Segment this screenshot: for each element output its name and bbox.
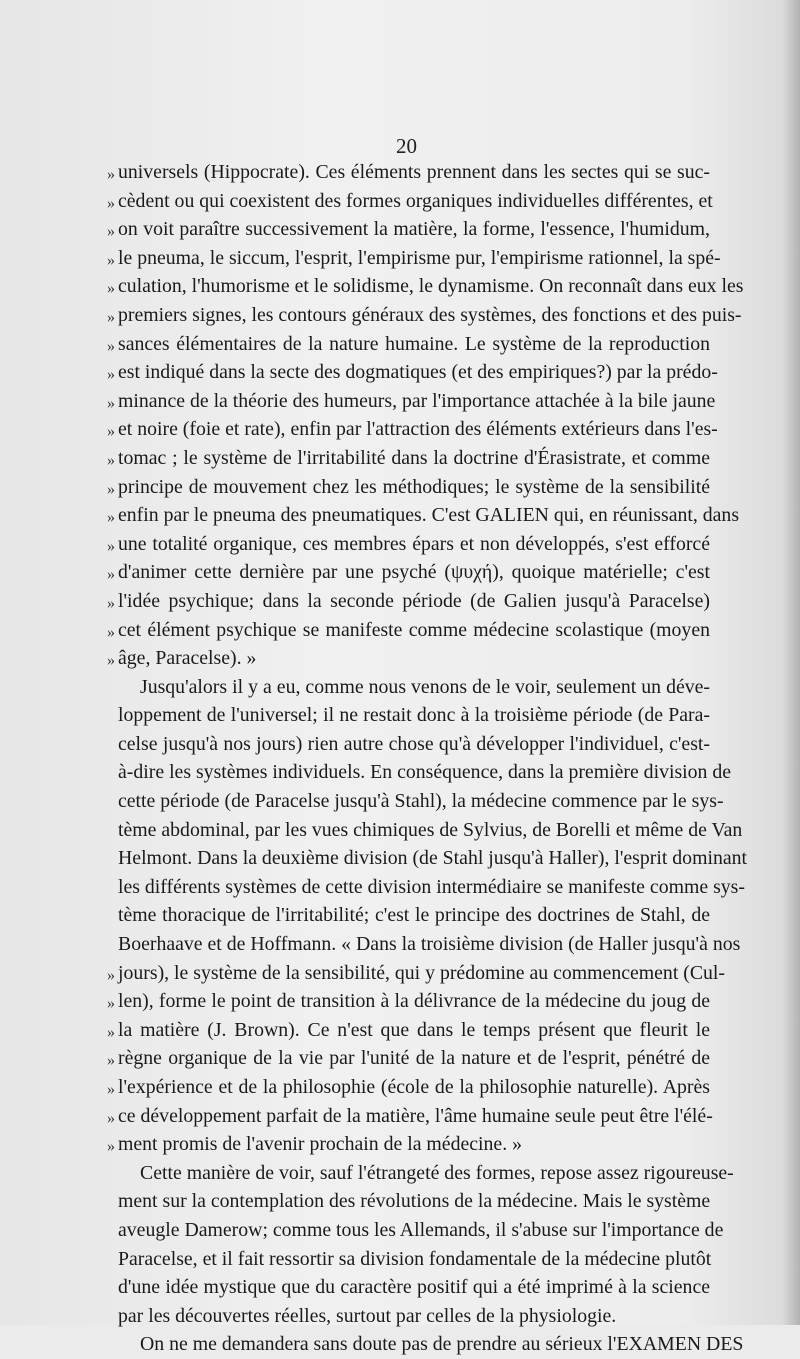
quote-mark: »	[107, 251, 115, 269]
line-text: enfin par le pneuma des pneumatiques. C'est GALIEN qui, en réunissant, dans	[118, 504, 740, 527]
text-line	[118, 873, 745, 902]
line-text: âge, Paracelse). »	[118, 647, 257, 670]
text-line	[118, 758, 732, 787]
line-text: minance de la théorie des humeurs, par l'importance attachée à la bile jaune	[118, 389, 716, 412]
text-line	[118, 1216, 724, 1245]
line-text: On ne me demandera sans doute pas de prendre au sérieux l'EXAMEN DES	[140, 1333, 744, 1356]
text-line	[107, 272, 744, 301]
line-text: cet élément psychique se manifeste comme médecine scolastique (moyen	[118, 618, 710, 641]
line-text: Boerhaave et de Hoffmann. « Dans la troisième division (de Haller jusqu'à nos	[118, 933, 741, 956]
paragraph	[107, 959, 726, 1159]
text-line	[118, 1302, 710, 1331]
text-line	[118, 844, 748, 873]
quote-mark: »	[107, 1023, 115, 1041]
line-text: et noire (foie et rate), enfin par l'attraction des éléments extérieurs dans l'es-	[118, 418, 718, 441]
text-line	[107, 387, 716, 416]
line-text: l'idée psychique; dans la seconde période (de Galien jusqu'à Paracelse)	[118, 589, 710, 612]
line-text: Jusqu'alors il y a eu, comme nous venons de le voir, seulement un déve-	[140, 675, 710, 698]
quote-mark: »	[107, 566, 115, 584]
text-line	[107, 358, 718, 387]
text-line	[107, 558, 710, 587]
line-text: à-dire les systèmes individuels. En conséquence, dans la première division de	[118, 761, 732, 784]
line-text: aveugle Damerow; comme tous les Allemands, il s'abuse sur l'importance de	[118, 1218, 724, 1241]
quote-mark: »	[107, 995, 115, 1013]
text-line	[107, 1130, 710, 1159]
line-text: règne organique de la vie par l'unité de la nature et de l'esprit, pénétré de	[118, 1047, 710, 1070]
quote-mark: »	[107, 652, 115, 670]
line-text: culation, l'humorisme et le solidisme, le dynamisme. On reconnaît dans eux les	[118, 275, 744, 298]
paragraph	[118, 1330, 744, 1359]
line-text: la matière (J. Brown). Ce n'est que dans le temps présent que fleurit le	[118, 1018, 710, 1041]
line-text: ment promis de l'avenir prochain de la médecine. »	[118, 1133, 522, 1156]
line-text: cèdent ou qui coexistent des formes organiques individuelles différentes, et	[118, 189, 713, 212]
text-line	[118, 730, 710, 759]
quote-mark: »	[107, 1052, 115, 1070]
text-line	[118, 901, 710, 930]
text-line	[118, 787, 724, 816]
quote-mark: »	[107, 537, 115, 555]
paragraph	[118, 1159, 734, 1331]
line-text: len), forme le point de transition à la délivrance de la médecine du joug de	[118, 990, 710, 1013]
line-text: sances élémentaires de la nature humaine. Le système de la reproduction	[118, 332, 710, 355]
text-line	[107, 158, 710, 187]
text-line	[118, 816, 743, 845]
body-text	[107, 158, 748, 1359]
text-line	[107, 587, 710, 616]
line-text: tomac ; le système de l'irritabilité dans la doctrine d'Érasistrate, et comme	[118, 446, 710, 469]
page-edge-shadow	[782, 0, 800, 1325]
text-line	[107, 473, 710, 502]
text-line	[118, 1159, 734, 1188]
text-line	[107, 501, 740, 530]
text-line	[118, 1245, 710, 1274]
quote-mark: »	[107, 308, 115, 326]
quote-mark: »	[107, 509, 115, 527]
page-number: 20	[396, 134, 417, 158]
text-line	[118, 1330, 744, 1359]
line-text: principe de mouvement chez les méthodiques; le système de la sensibilité	[118, 475, 710, 498]
text-line	[118, 1273, 710, 1302]
quote-mark: »	[107, 451, 115, 469]
line-text: jours), le système de la sensibilité, qui y prédomine au commencement (Cul-	[118, 961, 726, 984]
text-line	[107, 1102, 713, 1131]
quote-mark: »	[107, 1081, 115, 1098]
quote-mark: »	[107, 366, 115, 384]
quote-mark: »	[107, 166, 115, 183]
quote-mark: »	[107, 623, 115, 641]
text-line	[118, 930, 741, 959]
line-text: tème abdominal, par les vues chimiques de Sylvius, de Borelli et même de Van	[118, 818, 743, 841]
quote-mark: »	[107, 1109, 115, 1127]
line-text: premiers signes, les contours généraux des systèmes, des fonctions et des puis-	[118, 303, 742, 326]
text-line	[107, 616, 710, 645]
text-line	[118, 1187, 710, 1216]
line-text: l'expérience et de la philosophie (école de la philosophie naturelle). Après	[118, 1076, 710, 1098]
text-line	[107, 415, 718, 444]
text-line	[107, 215, 710, 244]
line-text: Paracelse, et il fait ressortir sa division fondamentale de la médecine plutôt	[118, 1247, 712, 1270]
line-text: ment sur la contemplation des révolutions de la médecine. Mais le système	[118, 1190, 711, 1213]
line-text: d'une idée mystique que du caractère positif qui a été imprimé à la science	[118, 1276, 710, 1299]
text-line	[107, 1044, 710, 1073]
text-line	[107, 1073, 710, 1102]
text-line	[107, 301, 742, 330]
quote-mark: »	[107, 594, 115, 612]
line-text: Cette manière de voir, sauf l'étrangeté des formes, repose assez rigoureuse-	[140, 1161, 734, 1184]
line-text: on voit paraître successivement la matière, la forme, l'essence, l'humidum,	[118, 218, 710, 241]
line-text: celse jusqu'à nos jours) rien autre chose qu'à développer l'individuel, c'est-	[118, 732, 710, 755]
line-text: ce développement parfait de la matière, l'âme humaine seule peut être l'élé-	[118, 1104, 713, 1127]
text-line	[107, 1016, 710, 1045]
line-text: universels (Hippocrate). Ces éléments prennent dans les sectes qui se suc-	[118, 161, 710, 183]
text-line	[118, 701, 710, 730]
text-line	[118, 673, 710, 702]
quote-mark: »	[107, 280, 115, 298]
line-text: les différents systèmes de cette division intermédiaire se manifeste comme sys-	[118, 875, 745, 898]
line-text: par les découvertes réelles, surtout par celles de la physiologie.	[118, 1304, 617, 1327]
line-text: Helmont. Dans la deuxième division (de Stahl jusqu'à Haller), l'esprit dominant	[118, 847, 748, 870]
text-line	[107, 187, 713, 216]
quote-mark: »	[107, 337, 115, 355]
quote-mark: »	[107, 194, 115, 212]
text-line	[107, 330, 710, 359]
line-text: cette période (de Paracelse jusqu'à Stahl), la médecine commence par le sys-	[118, 790, 724, 813]
quote-mark: »	[107, 966, 115, 984]
text-line	[107, 530, 710, 559]
text-line	[107, 644, 710, 673]
paragraph	[107, 158, 744, 673]
paragraph	[118, 673, 748, 959]
quote-mark: »	[107, 1138, 115, 1156]
text-line	[107, 444, 710, 473]
line-text: le pneuma, le siccum, l'esprit, l'empirisme pur, l'empirisme rationnel, la spé-	[118, 246, 721, 269]
text-line	[107, 959, 726, 988]
text-line	[107, 987, 710, 1016]
line-text: loppement de l'universel; il ne restait donc à la troisième période (de Para-	[118, 704, 710, 727]
quote-mark: »	[107, 223, 115, 241]
line-text: est indiqué dans la secte des dogmatiques (et des empiriques?) par la prédo-	[118, 361, 718, 384]
line-text: une totalité organique, ces membres épars et non développés, s'est efforcé	[118, 532, 710, 555]
quote-mark: »	[107, 480, 115, 498]
quote-mark: »	[107, 394, 115, 412]
line-text: d'animer cette dernière par une psyché (ψυχή), quoique matérielle; c'est	[118, 561, 710, 584]
text-line	[107, 244, 721, 273]
quote-mark: »	[107, 423, 115, 441]
line-text: tème thoracique de l'irritabilité; c'est le principe des doctrines de Stahl, de	[118, 904, 710, 927]
